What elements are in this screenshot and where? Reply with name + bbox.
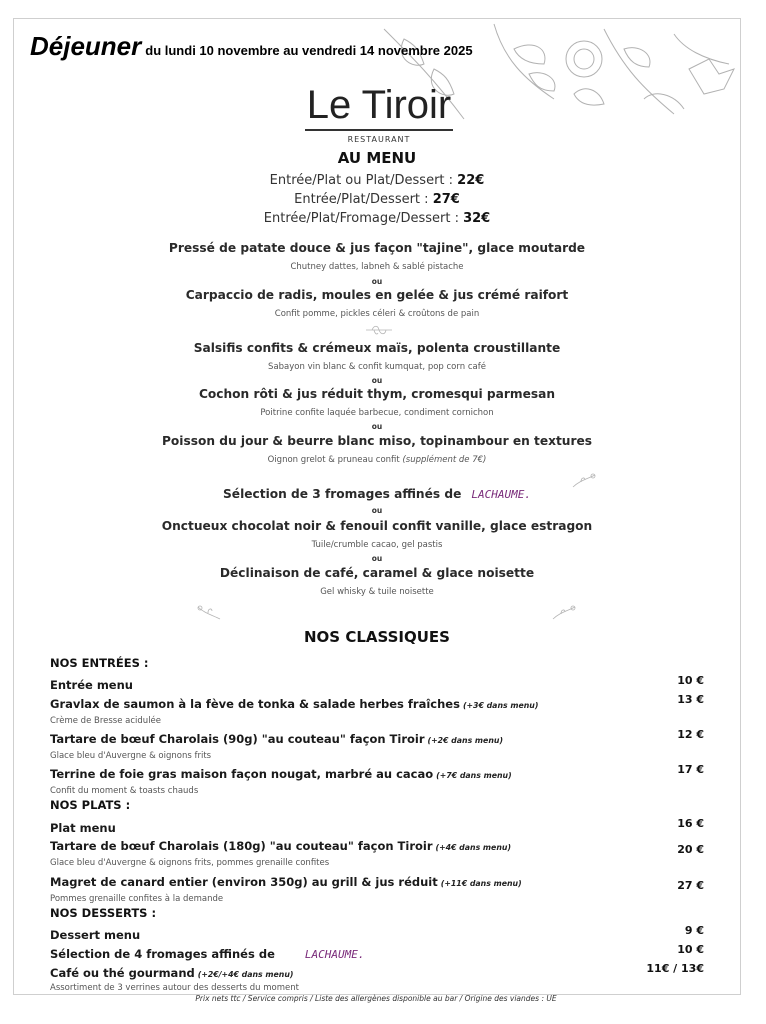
restaurant-logo	[294, 83, 464, 144]
or-separator: ou	[371, 506, 383, 515]
formula-price: 27€	[432, 192, 460, 207]
item-name: Sélection de 4 fromages affinés de	[50, 947, 275, 961]
header-title: Déjeuner	[30, 31, 142, 61]
or-separator: ou	[371, 422, 383, 431]
flower-sprig-icon	[549, 603, 579, 621]
formula-price: 22€	[457, 173, 485, 188]
item-price: 20 €	[677, 843, 704, 856]
menu-entree-1-desc: Chutney dattes, labneh & sablé pistache	[290, 262, 464, 272]
item-desc: Crème de Bresse acidulée	[50, 716, 162, 726]
header-dates: du lundi 10 novembre au vendredi 14 novembre 2025	[145, 43, 473, 58]
item-name: Tartare de bœuf Charolais (180g) "au couteau" façon Tiroir	[50, 839, 433, 853]
item-name: Café ou thé gourmand	[50, 966, 195, 980]
menu-entree-1: Pressé de patate douce & jus façon "tajine", glace moutarde	[168, 241, 586, 255]
classic-item	[50, 924, 704, 943]
menu-plat-3: Poisson du jour & beurre blanc miso, topinambour en textures	[161, 434, 593, 448]
dessert-1-name: Sélection de 3 fromages affinés de	[223, 487, 462, 501]
formula-1	[14, 171, 740, 190]
menu-entree-2-desc: Confit pomme, pickles céleri & croûtons de pain	[274, 309, 480, 319]
supplement-note: (supplément de 7€)	[402, 455, 487, 465]
menu-page	[13, 18, 741, 995]
menu-title: AU MENU	[337, 149, 417, 167]
or-separator: ou	[371, 554, 383, 563]
classic-item	[50, 674, 704, 693]
logo-rule	[305, 129, 453, 131]
item-name: Plat menu	[50, 821, 116, 835]
formula-price: 32€	[463, 211, 491, 226]
header	[30, 31, 473, 62]
item-name: Entrée menu	[50, 678, 133, 692]
item-price: 16 €	[677, 817, 704, 830]
logo-name: Le Tiroir	[306, 83, 452, 127]
item-price: 11€ / 13€	[646, 962, 704, 975]
formula-label: Entrée/Plat/Dessert :	[294, 192, 433, 207]
handwritten-producer: LACHAUME.	[304, 948, 365, 961]
item-desc: Confit du moment & toasts chauds	[50, 786, 199, 796]
menu-plat-2: Cochon rôti & jus réduit thym, cromesqui parmesan	[198, 387, 556, 401]
formula-label: Entrée/Plat/Fromage/Dessert :	[263, 211, 464, 226]
classic-item	[50, 835, 704, 868]
menu-plat-3-desc	[14, 455, 740, 465]
classic-item	[50, 693, 704, 726]
item-name: Terrine de foie gras maison façon nougat, marbré au cacao	[50, 767, 434, 781]
menu-dessert-3-desc: Gel whisky & tuile noisette	[320, 587, 434, 597]
or-separator: ou	[371, 277, 383, 286]
handwritten-producer: LACHAUME.	[471, 488, 531, 501]
or-separator: ou	[371, 376, 383, 385]
item-price: 12 €	[677, 728, 704, 741]
formula-list	[14, 171, 740, 228]
classic-item	[50, 943, 704, 962]
item-name: Magret de canard entier (environ 350g) au grill & jus réduit	[50, 875, 438, 889]
plats-category: NOS PLATS :	[50, 798, 131, 812]
menu-plat-1-desc: Sabayon vin blanc & confit kumquat, pop corn café	[268, 362, 486, 372]
formula-2	[14, 190, 740, 209]
menu-dessert-2-desc: Tuile/crumble cacao, gel pastis	[311, 540, 443, 550]
classic-item	[50, 871, 704, 904]
menu-dessert-3: Déclinaison de café, caramel & glace noisette	[219, 566, 535, 580]
logo-subtitle: RESTAURANT	[347, 135, 411, 144]
item-price: 27 €	[677, 879, 704, 892]
item-supplement: (+7€ dans menu)	[436, 771, 512, 780]
item-price: 13 €	[677, 693, 704, 706]
item-supplement: (+2€ dans menu)	[427, 736, 504, 745]
formula-label: Entrée/Plat ou Plat/Dessert :	[269, 173, 458, 188]
item-price: 10 €	[677, 674, 704, 687]
classic-item	[50, 817, 704, 836]
item-price: 10 €	[677, 943, 704, 956]
footer-note: Prix nets ttc / Service compris / Liste des allergènes disponible au bar / Origine des viandes : UE	[195, 994, 557, 1003]
menu-dessert-2: Onctueux chocolat noir & fenouil confit vanille, glace estragon	[161, 519, 593, 533]
item-supplement: (+11€ dans menu)	[440, 879, 522, 888]
item-desc: Pommes grenaille confites à la demande	[50, 894, 224, 904]
formula-3	[14, 209, 740, 228]
item-supplement: (+4€ dans menu)	[435, 843, 512, 852]
item-name: Dessert menu	[50, 928, 141, 942]
item-desc: Glace bleu d'Auvergne & oignons frits	[50, 751, 212, 761]
sprig-divider-icon	[364, 321, 394, 339]
plat-3-desc-text: Oignon grelot & pruneau confit	[267, 455, 400, 465]
item-price: 17 €	[677, 763, 704, 776]
item-supplement: (+2€/+4€ dans menu)	[197, 970, 294, 979]
item-price: 9 €	[684, 924, 704, 937]
classic-item	[50, 728, 704, 761]
desserts-category: NOS DESSERTS :	[50, 906, 157, 920]
flower-sprig-icon	[194, 603, 224, 621]
menu-plat-1: Salsifis confits & crémeux maïs, polenta croustillante	[193, 341, 561, 355]
item-desc: Assortiment de 3 verrines autour des desserts du moment	[50, 983, 299, 993]
classic-item	[50, 763, 704, 796]
menu-dessert-1	[14, 487, 740, 501]
item-desc: Glace bleu d'Auvergne & oignons frits, pommes grenaille confites	[50, 858, 330, 868]
item-name: Tartare de bœuf Charolais (90g) "au couteau" façon Tiroir	[50, 732, 425, 746]
classiques-title: NOS CLASSIQUES	[303, 628, 450, 646]
entrees-category: NOS ENTRÉES :	[50, 656, 149, 670]
item-name: Gravlax de saumon à la fève de tonka & salade herbes fraîches	[50, 697, 460, 711]
classic-item	[50, 962, 704, 993]
menu-plat-2-desc: Poitrine confite laquée barbecue, condiment cornichon	[260, 408, 494, 418]
item-supplement: (+3€ dans menu)	[462, 701, 539, 710]
menu-entree-2: Carpaccio de radis, moules en gelée & jus crémé raifort	[185, 288, 569, 302]
